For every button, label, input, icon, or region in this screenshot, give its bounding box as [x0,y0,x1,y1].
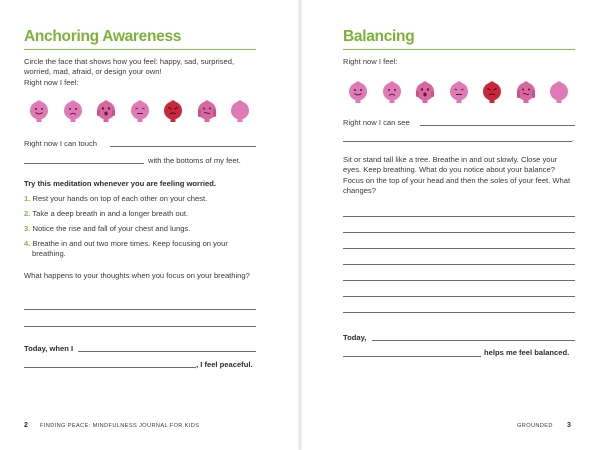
right-now-label: Right now I feel: [343,57,398,66]
mad-face-icon[interactable] [162,99,184,123]
touch-answer-line-2[interactable] [24,163,144,164]
today-prefix: Today, [343,333,367,342]
feelings-faces-row [347,80,582,104]
answer-line[interactable] [24,326,256,327]
right-now-label: Right now I feel: [24,78,79,87]
surprised-face-icon[interactable] [414,80,436,104]
step-1 [24,194,256,204]
page-number: 2 [24,422,28,429]
left-page [0,0,298,450]
today-suffix: , I feel peaceful. [196,360,253,369]
step-text: Rest your hands on top of each other on your chest. [32,194,208,203]
answer-line[interactable] [343,312,575,313]
answer-line[interactable] [343,280,575,281]
running-head: GROUNDED [517,423,553,429]
intro-text: Circle the face that shows how you feel: happy, sad, surprised, worried, mad, afraid, or design your own! [24,57,235,77]
worried-face-icon[interactable] [129,99,151,123]
right-page [302,0,600,450]
step-number: 2. [24,209,31,218]
feelings-faces-row [28,99,263,123]
afraid-face-icon[interactable] [196,99,218,123]
answer-line[interactable] [343,264,575,265]
page-number: 3 [567,422,571,429]
happy-face-icon[interactable] [28,99,50,123]
step-text: Take a deep breath in and a longer breath out. [32,209,189,218]
blank-face-icon[interactable] [548,80,570,104]
see-answer-line[interactable] [420,125,575,126]
answer-line[interactable] [343,248,575,249]
surprised-face-icon[interactable] [95,99,117,123]
touch-prompt: Right now I can touch [24,139,98,148]
answer-line[interactable] [343,216,575,217]
step-number: 1. [24,194,31,203]
answer-line[interactable] [343,232,575,233]
title-underline [343,49,575,50]
step-text: Breathe in and out two more times. Keep focusing on your breathing. [32,239,228,259]
running-head: FINDING PEACE: MINDFULNESS JOURNAL FOR KIDS [40,423,200,429]
happy-face-icon[interactable] [347,80,369,104]
step-text: Notice the rise and fall of your chest and lungs. [32,224,191,233]
see-prompt: Right now I can see [343,118,410,127]
step-4 [24,239,260,260]
mad-face-icon[interactable] [481,80,503,104]
today-answer-line-2[interactable] [343,356,481,357]
answer-line[interactable] [343,296,575,297]
answer-line[interactable] [24,309,256,310]
step-2 [24,209,256,219]
see-answer-line-2[interactable] [343,141,572,142]
touch-answer-line[interactable] [110,146,256,147]
balance-instructions: Sit or stand tall like a tree. Breathe in and out slowly. Close your eyes. Keep breathing. What do you notice about your balance? Focus on the top of your head and then the soles of your feet. What changes? [343,155,571,196]
page-title: Balancing [343,28,415,45]
worried-face-icon[interactable] [448,80,470,104]
step-number: 4. [24,239,31,248]
title-underline [24,49,256,50]
today-answer-line[interactable] [78,351,256,352]
breathing-question: What happens to your thoughts when you focus on your breathing? [24,271,250,280]
step-number: 3. [24,224,31,233]
today-answer-line-2[interactable] [24,367,196,368]
touch-suffix: with the bottoms of my feet. [148,156,241,165]
today-answer-line[interactable] [372,340,575,341]
blank-face-icon[interactable] [229,99,251,123]
afraid-face-icon[interactable] [515,80,537,104]
sad-face-icon[interactable] [381,80,403,104]
see-suffix: . [572,134,575,143]
page-title: Anchoring Awareness [24,28,182,45]
today-suffix: helps me feel balanced. [484,348,570,357]
today-prefix: Today, when I [24,344,74,353]
sad-face-icon[interactable] [62,99,84,123]
meditation-heading: Try this meditation whenever you are feeling worried. [24,179,217,188]
step-3 [24,224,256,234]
